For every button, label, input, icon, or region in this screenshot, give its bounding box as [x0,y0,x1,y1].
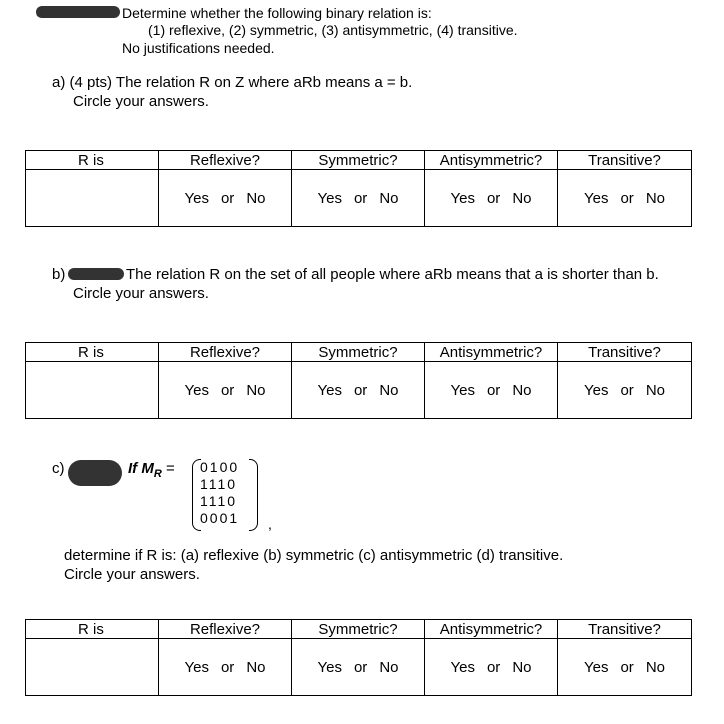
header-r-is: R is [26,620,159,639]
header-reflexive: Reflexive? [159,151,292,170]
intro-line-2: (1) reflexive, (2) symmetric, (3) antisymmetric, (4) transitive. [148,22,518,38]
answer-table-c [25,619,692,696]
part-a-label: a) (4 pts) The relation R on Z where aRb means a = b. [52,74,413,91]
header-antisymmetric: Antisymmetric? [425,151,558,170]
yes-or-no-choice[interactable]: Yes or No [425,639,558,696]
question-number: 3. [36,4,48,20]
yes-or-no-choice[interactable]: Yes or No [292,170,425,227]
part-c-determine: determine if R is: (a) reflexive (b) symmetric (c) antisymmetric (d) transitive. [64,547,564,564]
matrix-right-bracket [249,459,258,531]
matrix-row: 1110 [200,493,238,509]
part-b-circle-instruction: Circle your answers. [73,285,209,302]
intro-line-1: Determine whether the following binary relation is: [122,5,432,21]
redacted-scribble-c [68,460,122,486]
part-b-text: The relation R on the set of all people where aRb means that a is shorter than b. [126,266,659,283]
matrix-row: 0100 [200,459,240,475]
header-symmetric: Symmetric? [292,620,425,639]
header-symmetric: Symmetric? [292,151,425,170]
header-transitive: Transitive? [558,343,692,362]
yes-or-no-choice[interactable]: Yes or No [558,170,692,227]
matrix-row: 0001 [200,510,240,526]
matrix-row: 1110 [200,476,238,492]
header-r-is: R is [26,151,159,170]
header-r-is: R is [26,343,159,362]
yes-or-no-choice[interactable]: Yes or No [425,170,558,227]
matrix-label: If $M_R$ = [128,460,175,480]
yes-or-no-choice[interactable]: Yes or No [425,362,558,419]
yes-or-no-choice[interactable]: Yes or No [159,639,292,696]
part-c-label: c) [52,460,65,477]
header-symmetric: Symmetric? [292,343,425,362]
answer-table-a [25,150,692,227]
yes-or-no-choice[interactable]: Yes or No [159,170,292,227]
answer-cell-blank [26,639,159,696]
header-antisymmetric: Antisymmetric? [425,343,558,362]
answer-cell-blank [26,362,159,419]
relation-matrix [192,459,258,531]
yes-or-no-choice[interactable]: Yes or No [159,362,292,419]
header-reflexive: Reflexive? [159,343,292,362]
answer-cell-blank [26,170,159,227]
part-a-circle-instruction: Circle your answers. [73,93,209,110]
answer-table-b [25,342,692,419]
header-transitive: Transitive? [558,151,692,170]
matrix-comma: , [268,516,272,532]
yes-or-no-choice[interactable]: Yes or No [292,362,425,419]
redacted-scribble-b [68,268,124,280]
yes-or-no-choice[interactable]: Yes or No [558,639,692,696]
yes-or-no-choice[interactable]: Yes or No [558,362,692,419]
redacted-scribble-intro [36,6,120,18]
header-reflexive: Reflexive? [159,620,292,639]
part-c-circle-instruction: Circle your answers. [64,566,200,583]
intro-line-3: No justifications needed. [122,40,275,56]
header-antisymmetric: Antisymmetric? [425,620,558,639]
matrix-left-bracket [192,459,201,531]
yes-or-no-choice[interactable]: Yes or No [292,639,425,696]
header-transitive: Transitive? [558,620,692,639]
part-b-label: b) [52,266,66,283]
